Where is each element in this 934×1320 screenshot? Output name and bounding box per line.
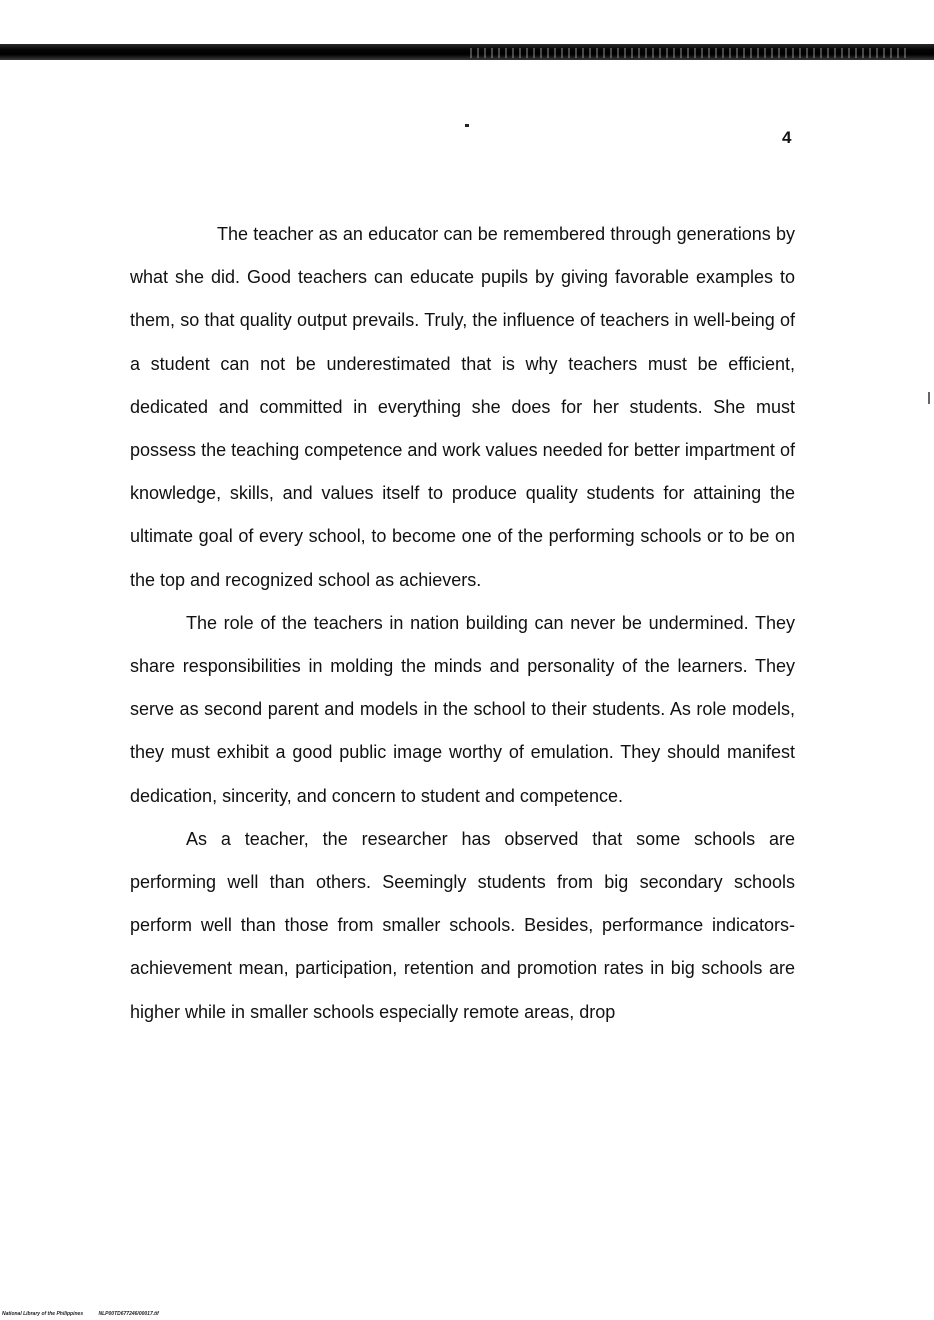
scan-artifact-mark (465, 124, 469, 127)
document-body (130, 213, 795, 1034)
scan-edge-mark (928, 392, 930, 404)
paragraph-3: As a teacher, the researcher has observed that some schools are performing well than others. Seemingly students from big secondary schools perform well than those from smaller schools. Besides, performance indicators- achievement mean, participation, retention and promotion rates in big schools are higher while in smaller schools especially remote areas, drop (130, 828, 795, 1022)
scan-border-speckle (470, 48, 910, 58)
footer-library-name: National Library of the Philippines (2, 1311, 84, 1317)
page-number: 4 (782, 128, 792, 147)
footer-file-code: NLP00TD677246/00017.tif (98, 1311, 159, 1317)
paragraph-1: The teacher as an educator can be remembered through generations by what she did. Good teachers can educate pupils by giving favorable examples to them, so that quality output prevails. Truly, the influence of teachers in well-being of a student can not be underestimated that is why teachers must be efficient, dedicated and committed in everything she does for her students. She must possess the teaching competence and work values needed for better impartment of knowledge, skills, and values itself to produce quality students for attaining the ultimate goal of every school, to become one of the performing schools or to be on the top and recognized school as achievers. (130, 224, 795, 590)
paragraph-2: The role of the teachers in nation building can never be undermined. They share responsibilities in molding the minds and personality of the learners. They serve as second parent and models in the school to their students. As role models, they must exhibit a good public image worthy of emulation. They should manifest dedication, sincerity, and concern to student and competence. (130, 612, 795, 806)
footer-watermark (2, 1311, 159, 1317)
